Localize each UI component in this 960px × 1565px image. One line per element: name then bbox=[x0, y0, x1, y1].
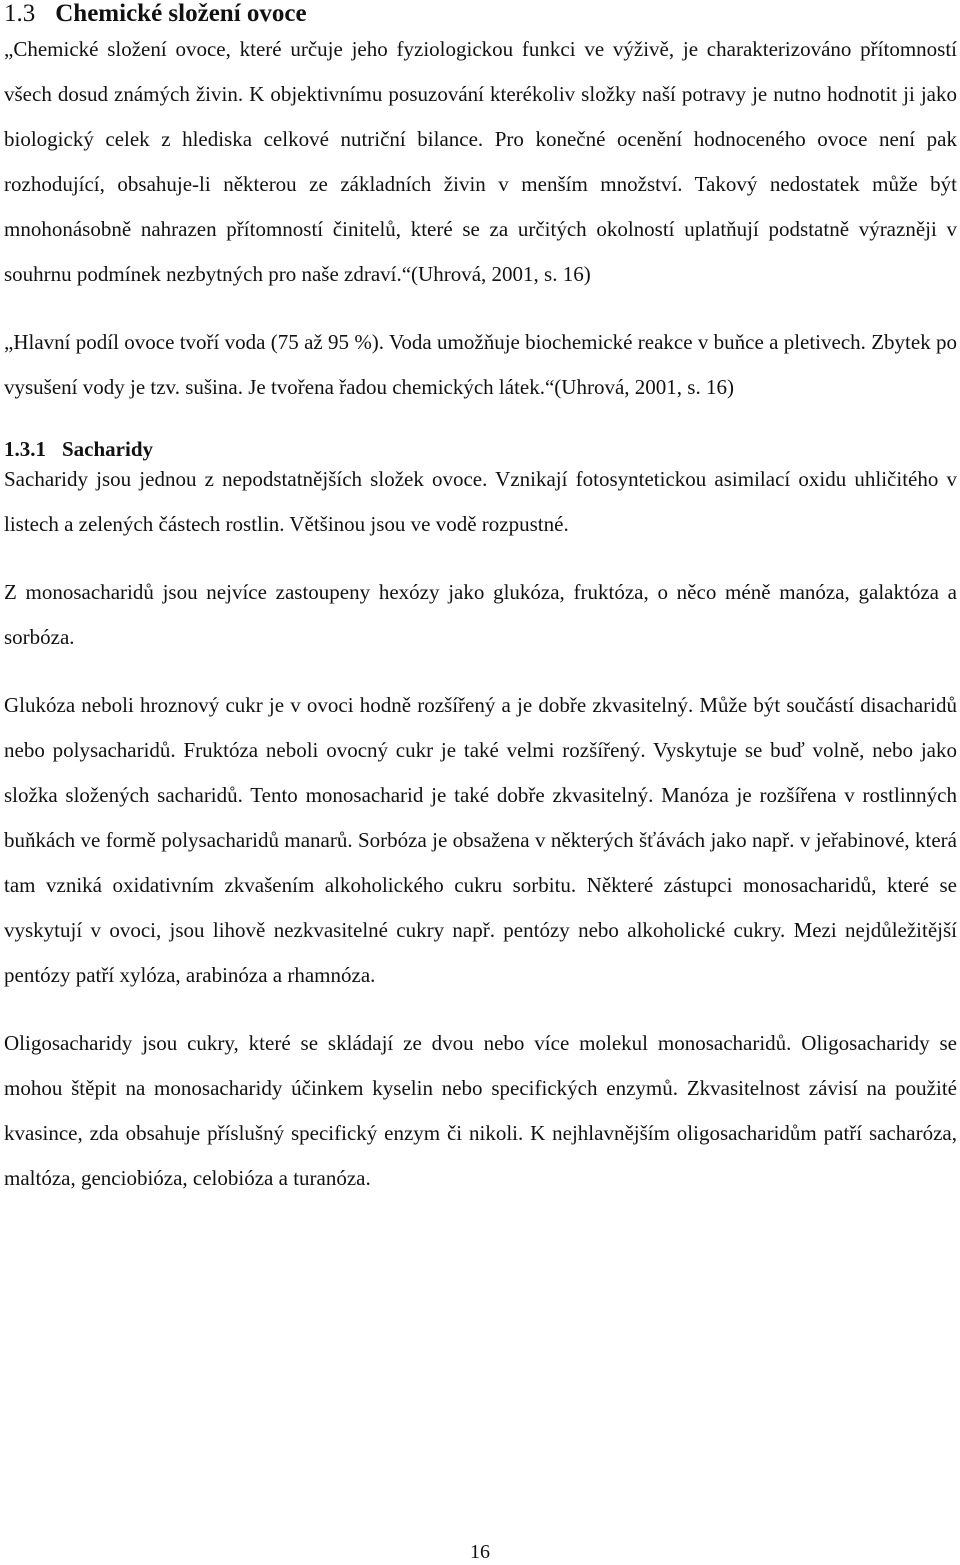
page-number: 16 bbox=[470, 1541, 490, 1563]
sacharidy-paragraph-oligosacharidy: Oligosacharidy jsou cukry, které se skládají ze dvou nebo více molekul monosacharidů. Oligosacharidy se mohou štěpit na monosacharidy účinkem kyselin nebo specifických enzymů. Zkvasitelnost závisí na použité kvasince, zda obsahuje příslušný specifický enzym či nikoli. K nejhlavnějším oligosacharidům patří sacharóza, maltóza, genciobióza, celobióza a turanóza. bbox=[4, 1031, 957, 1190]
subsection-title: Sacharidy bbox=[62, 437, 154, 461]
section-heading bbox=[4, 0, 957, 28]
section-number: 1.3 bbox=[4, 0, 36, 27]
intro-paragraph-quote: „Chemické složení ovoce, které určuje jeho fyziologickou funkci ve výživě, je charakterizováno přítomností všech dosud známých živin. K objektivnímu posuzování kterékoliv složky naší potravy je nutno hodnotit ji jako biologický celek z hlediska celkové nutriční bilance. Pro konečné ocenění hodnoceného ovoce není pak rozhodující, obsahuje-li některou ze základních živin v menším množství. Takový nedostatek může být mnohonásobně nahrazen přítomností činitelů, které se za určitých okolností uplatňují podstatně výrazněji v souhrnu podmínek nezbytných pro naše zdraví.“(Uhrová, 2001, s. 16) bbox=[4, 37, 957, 286]
sacharidy-paragraph-glukoza: Glukóza neboli hroznový cukr je v ovoci hodně rozšířený a je dobře zkvasitelný. Může být součástí disacharidů nebo polysacharidů. Fruktóza neboli ovocný cukr je také velmi rozšířený. Vyskytuje se buď volně, nebo jako složka složených sacharidů. Tento monosacharid je také dobře zkvasitelný. Manóza je rozšířena v rostlinných buňkách ve formě polysacharidů manarů. Sorbóza je obsažena v některých šťávách jako např. v jeřabinové, která tam vzniká oxidativním zkvašením alkoholického cukru sorbitu. Některé zástupci monosacharidů, které se vyskytují v ovoci, jsou lihově nezkvasitelné cukry např. pentózy nebo alkoholické cukry. Mezi nejdůležitější pentózy patří xylóza, arabinóza a rhamnóza. bbox=[4, 693, 957, 987]
section-title: Chemické složení ovoce bbox=[55, 0, 307, 27]
document-page bbox=[4, 0, 957, 1201]
sacharidy-paragraph-intro: Sacharidy jsou jednou z nepodstatnějších složek ovoce. Vznikají fotosyntetickou asimilací oxidu uhličitého v listech a zelených částech rostlin. Většinou jsou ve vodě rozpustné. bbox=[4, 467, 957, 536]
intro-paragraph-water: „Hlavní podíl ovoce tvoří voda (75 až 95 %). Voda umožňuje biochemické reakce v buňce a pletivech. Zbytek po vysušení vody je tzv. sušina. Je tvořena řadou chemických látek.“(Uhrová, 2001, s. 16) bbox=[4, 330, 957, 399]
sacharidy-paragraph-monosacharidy: Z monosacharidů jsou nejvíce zastoupeny hexózy jako glukóza, fruktóza, o něco méně manóza, galaktóza a sorbóza. bbox=[4, 580, 957, 649]
subsection-number: 1.3.1 bbox=[4, 437, 46, 461]
